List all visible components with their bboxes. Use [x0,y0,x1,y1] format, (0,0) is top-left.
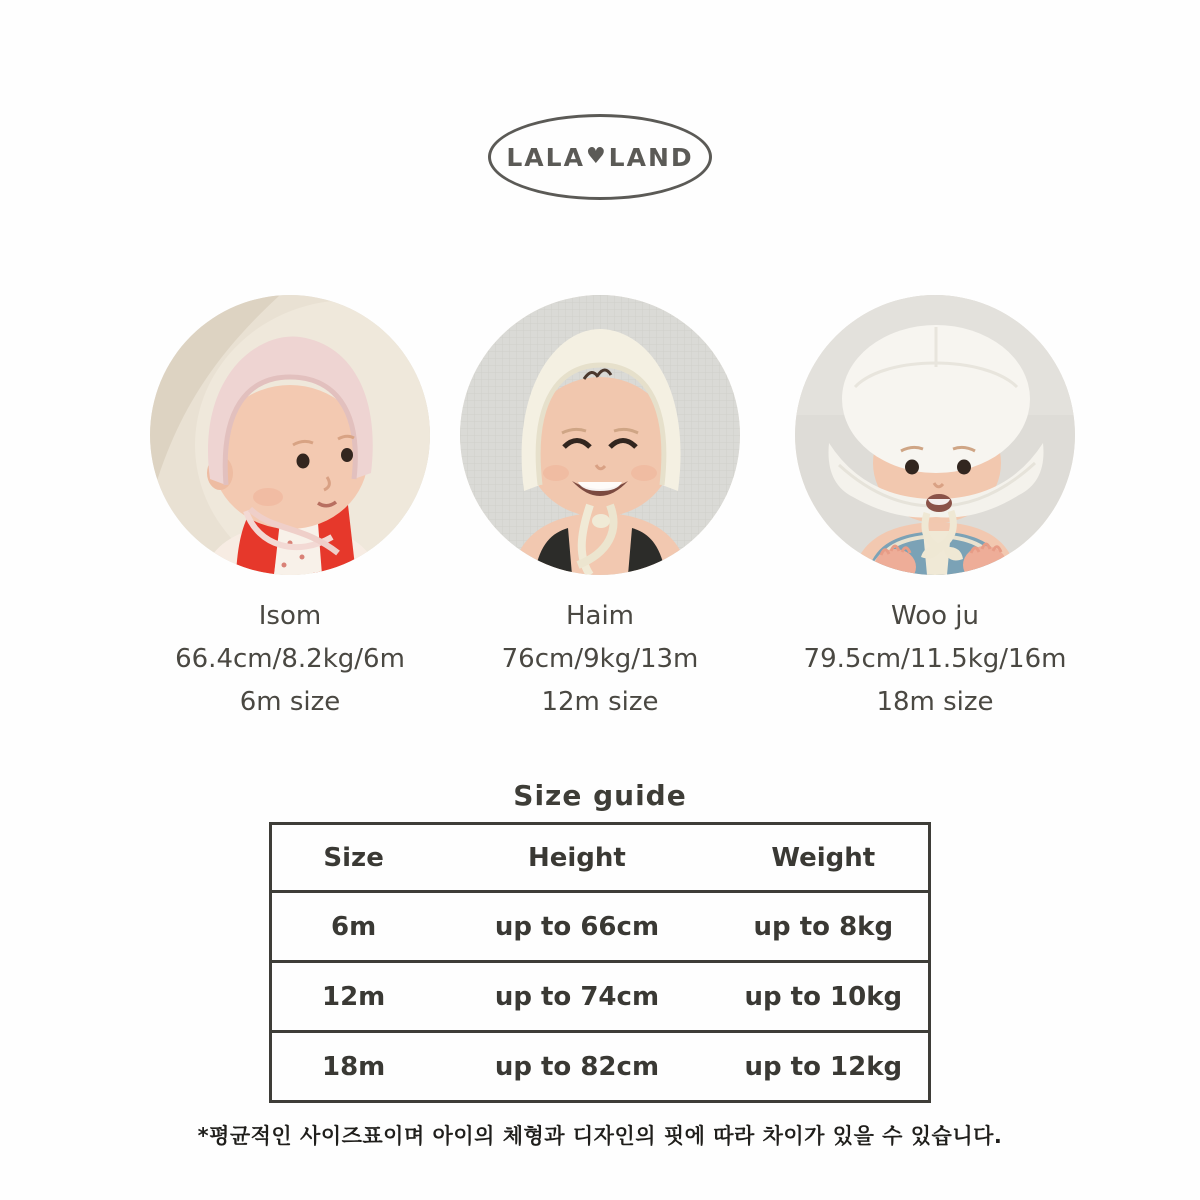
baby-pink-bonnet-illustration [150,295,430,575]
column-header-size: Size [323,842,384,873]
column-header-height: Height [528,842,626,873]
model-caption-wooju [775,595,1095,724]
table-row-18m [271,1032,930,1102]
brand-name-left: LALA [506,142,585,172]
table-cell-size: 6m [331,911,377,942]
table-row-6m [271,892,930,962]
model-stats: 76cm/9kg/13m [501,644,699,674]
model-size: 12m size [541,687,659,717]
model-photo-isom [150,295,430,575]
table-cell-size: 18m [321,1051,386,1082]
table-cell-weight: up to 10kg [744,981,903,1012]
baby-cream-bonnet-illustration [460,295,740,575]
model-caption-isom [130,595,450,724]
model-size: 18m size [876,687,994,717]
table-cell-height: up to 74cm [494,981,660,1012]
model-photo-wooju [795,295,1075,575]
model-photo-haim [460,295,740,575]
table-header-row [271,824,930,892]
baby-white-hat-illustration [795,295,1075,575]
model-card-haim [440,295,760,724]
model-size: 6m size [239,687,341,717]
column-header-weight: Weight [771,842,876,873]
table-row-12m [271,962,930,1032]
size-guide-table [269,822,931,1103]
model-name: Woo ju [891,601,979,631]
model-card-wooju [775,295,1095,724]
heart-icon: ♥ [585,143,608,169]
table-cell-height: up to 82cm [494,1051,660,1082]
table-cell-weight: up to 8kg [753,911,894,942]
table-cell-height: up to 66cm [494,911,660,942]
table-cell-weight: up to 12kg [744,1051,903,1082]
model-stats: 79.5cm/11.5kg/16m [803,644,1067,674]
brand-logo [488,114,712,200]
size-guide-title: Size guide [513,779,687,812]
model-caption-haim [440,595,760,724]
model-card-isom [130,295,450,724]
size-disclaimer-footnote: *평균적인 사이즈표이며 아이의 체형과 디자인의 핏에 따라 차이가 있을 수 있습니다. [197,1124,1003,1148]
table-cell-size: 12m [321,981,386,1012]
model-stats: 66.4cm/8.2kg/6m [175,644,405,674]
model-name: Isom [258,601,322,631]
brand-name-right: LAND [608,142,694,172]
model-name: Haim [565,601,635,631]
